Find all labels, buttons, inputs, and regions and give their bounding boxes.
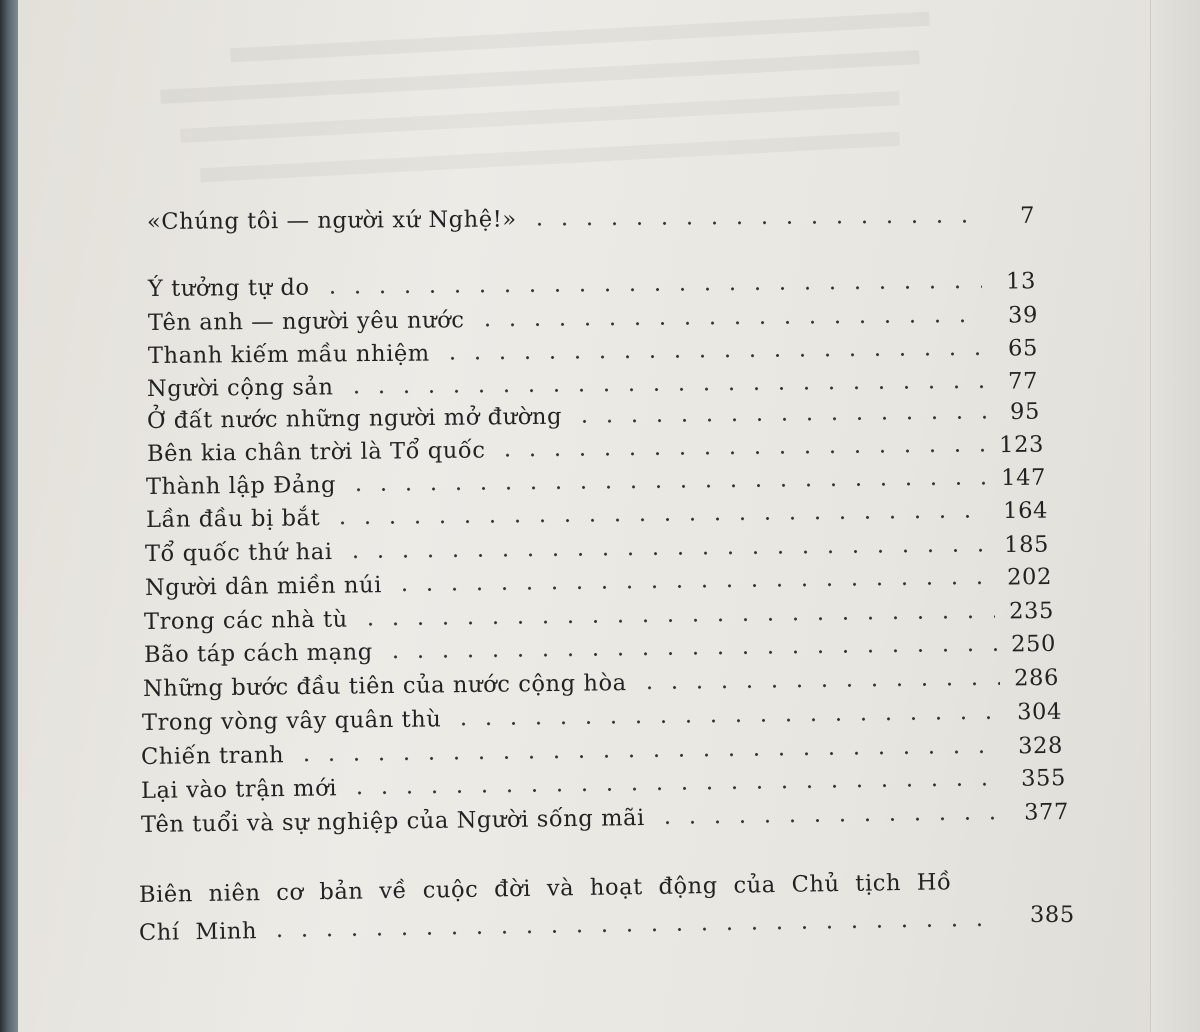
toc-entry-title: Ở đất nước những người mở đường (146, 403, 563, 434)
toc-entry-page: 77 (1008, 368, 1039, 395)
toc-entry-title: Ý tưởng tự do (147, 274, 310, 302)
toc-entry-intro (147, 203, 1035, 235)
dot-leader (358, 615, 995, 627)
toc-entry (146, 465, 1046, 500)
toc-entry-title: Lại vào trận mới (140, 775, 338, 804)
toc-entry-page: 13 (1006, 268, 1037, 295)
toc-entry-page: 7 (1019, 202, 1036, 229)
dot-leader (347, 782, 1007, 795)
dot-leader (527, 219, 981, 226)
dot-leader (343, 548, 991, 559)
dot-leader (495, 448, 985, 457)
toc-appendix-page: 385 (1030, 902, 1075, 928)
dot-leader (392, 581, 993, 592)
toc-entry-page: 304 (1017, 698, 1063, 726)
toc-entry-title: Bên kia chân trời là Tổ quốc (146, 437, 486, 467)
toc-entry-title: Lần đầu bị bắt (145, 505, 321, 533)
toc-entry (143, 665, 1059, 702)
toc-entry (141, 733, 1063, 770)
toc-entry (148, 268, 1036, 302)
toc-entry-page: 65 (1008, 335, 1039, 362)
toc-entry-title: Người dân miền núi (144, 572, 383, 601)
toc-entry (141, 799, 1069, 838)
toc-entry-page: 39 (1008, 302, 1039, 329)
dot-leader (344, 385, 984, 395)
toc-entry-title: Người cộng sản (146, 374, 334, 402)
dot-leader (383, 648, 997, 660)
toc-entry (142, 699, 1062, 736)
dot-leader (440, 352, 984, 361)
toc-entry-title: Trong các nhà tù (143, 606, 348, 635)
toc-entry-page: 95 (1009, 398, 1041, 425)
toc-entry-page: 202 (1007, 563, 1053, 591)
toc-entry (147, 368, 1038, 402)
toc-entry-page: 355 (1020, 765, 1067, 792)
dot-leader (267, 922, 1001, 938)
toc-entry (141, 765, 1066, 804)
toc-entry (148, 335, 1038, 369)
toc-entry-page: 185 (1004, 531, 1050, 559)
toc-appendix-page-wrap (1030, 902, 1080, 928)
toc-entry-title: Thanh kiếm mầu nhiệm (147, 340, 430, 369)
toc-entry-title: Những bước đầu tiên của nước cộng hòa (142, 670, 627, 702)
dot-leader (451, 715, 1003, 726)
dot-leader (330, 514, 989, 525)
dot-leader (320, 285, 982, 295)
toc-entry (144, 598, 1054, 635)
dot-leader (637, 682, 1001, 690)
toc-entry-title: Chiến tranh (140, 742, 285, 770)
toc-entry-page: 235 (1009, 597, 1055, 625)
toc-entry-page: 377 (1023, 799, 1070, 826)
toc-entry-title: Bão táp cách mạng (143, 639, 373, 668)
toc-entry-title: Tên anh — người yêu nước (147, 307, 465, 336)
dot-leader (475, 319, 984, 327)
dot-leader (572, 415, 986, 423)
toc-entry-title: Tổ quốc thứ hai (144, 539, 333, 567)
toc-entry-page: 328 (1018, 732, 1064, 760)
toc-entry-page: 286 (1014, 664, 1060, 692)
toc-entry-page: 147 (1001, 464, 1047, 492)
toc-entry (147, 399, 1040, 434)
toc-appendix-line1 (139, 869, 979, 908)
toc-entry (145, 564, 1052, 601)
toc-entry (148, 302, 1038, 336)
toc-entry-title: Tên tuổi và sự nghiệp của Người sống mãi (140, 804, 646, 838)
toc-entry-page: 123 (999, 431, 1045, 459)
toc-appendix-line2 (139, 906, 1001, 946)
toc-appendix-title: Biên niên cơ bản về cuộc đời và hoạt động của Chủ tịch Hồ (138, 869, 952, 908)
toc-entry-title: Trong vòng vây quân thù (141, 706, 442, 736)
toc-entry-title: «Chúng tôi — người xứ Nghệ!» (146, 206, 517, 235)
toc-entry (145, 532, 1049, 567)
dot-leader (655, 816, 1010, 825)
toc-entry-page: 250 (1011, 630, 1057, 658)
toc-entry-page: 164 (1003, 497, 1049, 525)
toc-appendix-title-cont: Chí Minh (138, 918, 258, 946)
dot-leader (294, 749, 1004, 762)
toc-entry (147, 432, 1044, 467)
toc-entry (144, 631, 1056, 668)
dot-leader (346, 481, 987, 492)
toc-entry (146, 498, 1048, 533)
toc-entry-title: Thành lập Đảng (145, 472, 337, 500)
